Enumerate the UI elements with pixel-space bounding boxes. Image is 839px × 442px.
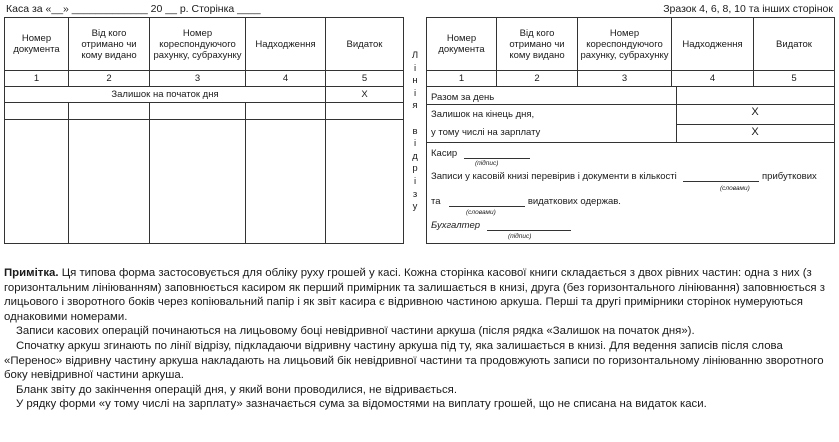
right-left-border <box>426 86 427 244</box>
col-header-account: Номер кореспондуючого рахунку, субрахунку <box>150 18 246 71</box>
col-number: 5 <box>326 71 404 87</box>
table-cell[interactable] <box>246 120 326 244</box>
signature-caption: (підпис) <box>475 160 499 167</box>
note-paragraph: У рядку форми «у тому числі на зарплату» зазначається сума за відомостями на виплату грошей, що не списана на видаток каси. <box>16 398 707 411</box>
table-cell[interactable] <box>246 103 326 120</box>
signature-caption: (підпис) <box>508 233 532 240</box>
records-row <box>431 171 817 182</box>
col-number: 2 <box>497 71 578 87</box>
table-cell[interactable] <box>326 103 404 120</box>
note-paragraph: Спочатку аркуш згинають по лінії відрізу, підкладаючи відривну частину аркуша під ту, яка залишається в книзі. Для ведення записів після слова «Перенос» відривну частину аркуша накладають на лицьовий бік невідривної частини та продовжують записи по горизонтальному лініюванню зворотного боку невідривної частини аркуша. <box>4 339 824 382</box>
expense-docs-label: видаткових одержав. <box>527 196 621 207</box>
page-header-left: Каса за «__» _____________ 20 __ р. Сторінка ____ <box>6 3 261 15</box>
accountant-label: Бухгалтер <box>431 220 481 231</box>
col-header-income: Надходження <box>246 18 326 71</box>
accountant-signature-line[interactable] <box>487 220 571 231</box>
table-cell[interactable] <box>69 103 150 120</box>
row-divider <box>676 104 835 105</box>
col-number: 1 <box>5 71 69 87</box>
records-checked-label: Записи у касовій книзі перевірив і документи в кількості <box>431 171 677 182</box>
row-divider <box>676 124 835 125</box>
total-for-day-label: Разом за день <box>431 92 495 103</box>
opening-balance-mark: X <box>326 87 404 103</box>
and-label: та <box>431 196 441 207</box>
col-number: 4 <box>672 71 754 87</box>
right-cash-table <box>426 17 835 87</box>
col-header-income: Надходження <box>672 18 754 71</box>
expense-row <box>431 196 621 207</box>
col-number: 1 <box>427 71 497 87</box>
col-number: 4 <box>246 71 326 87</box>
note-paragraph: Бланк звіту до закінчення операцій дня, у який вони проводилися, не відривається. <box>16 383 457 396</box>
cashier-label: Касир <box>431 148 458 159</box>
income-docs-label: прибуткових <box>762 171 817 182</box>
cashier-row <box>431 148 530 159</box>
table-cell[interactable] <box>150 120 246 244</box>
expense-docs-count-line[interactable] <box>449 196 525 207</box>
note-paragraph: Записи касових операцій починаються на лицьовому боці невідривної частини аркуша (після рядка «Залишок на початок дня»). <box>16 325 695 338</box>
col-header-doc-number: Номер документа <box>5 18 69 71</box>
col-header-doc-number: Номер документа <box>427 18 497 71</box>
salary-mark: X <box>751 126 759 138</box>
tear-line-label: Л і н і я в і д р і з у <box>411 50 419 213</box>
right-bottom-border <box>426 243 835 244</box>
col-header-account: Номер кореспондуючого рахунку, субрахунку <box>578 18 672 71</box>
col-header-expense: Видаток <box>326 18 404 71</box>
cashier-signature-line[interactable] <box>464 148 530 159</box>
table-cell[interactable] <box>5 120 69 244</box>
table-cell[interactable] <box>150 103 246 120</box>
accountant-row <box>431 220 571 231</box>
col-header-counterparty: Від кого отримано чи кому видано <box>69 18 150 71</box>
col-header-expense: Видаток <box>754 18 835 71</box>
income-docs-count-line[interactable] <box>683 171 759 182</box>
col-number: 3 <box>578 71 672 87</box>
note-paragraph: Примітка. Ця типова форма застосовується для обліку руху грошей у касі. Кожна сторінка касової книги складається з двох рівних частин: одна з них (з горизонтальним лініюванням) заповнюється касиром як перший примірник та залишається в книзі, друга (без горизонтального лініювання) заповнюється з лицьового і зворотного боків через копіювальний папір і як звіт касира є відривною частиною аркуша. Перші та другі примірники сторінок нумеруються однаковими номерами. <box>4 267 825 323</box>
right-right-border <box>834 86 835 244</box>
table-cell[interactable] <box>5 103 69 120</box>
row-divider <box>426 142 835 143</box>
col-number: 2 <box>69 71 150 87</box>
words-caption: (словами) <box>466 209 496 216</box>
col-header-counterparty: Від кого отримано чи кому видано <box>497 18 578 71</box>
salary-label: у тому числі на зарплату <box>431 127 541 138</box>
closing-balance-mark: X <box>751 106 759 118</box>
note-block <box>4 266 834 412</box>
left-cash-table <box>4 17 404 244</box>
closing-balance-label: Залишок на кінець дня, <box>431 109 535 120</box>
page-header-right: Зразок 4, 6, 8, 10 та інших сторінок <box>663 3 833 15</box>
table-cell[interactable] <box>326 120 404 244</box>
col-number: 3 <box>150 71 246 87</box>
row-divider <box>426 104 677 105</box>
note-title: Примітка. <box>4 267 59 279</box>
words-caption: (словами) <box>720 185 750 192</box>
opening-balance-label: Залишок на початок дня <box>5 87 326 103</box>
col-number: 5 <box>754 71 835 87</box>
table-cell[interactable] <box>69 120 150 244</box>
